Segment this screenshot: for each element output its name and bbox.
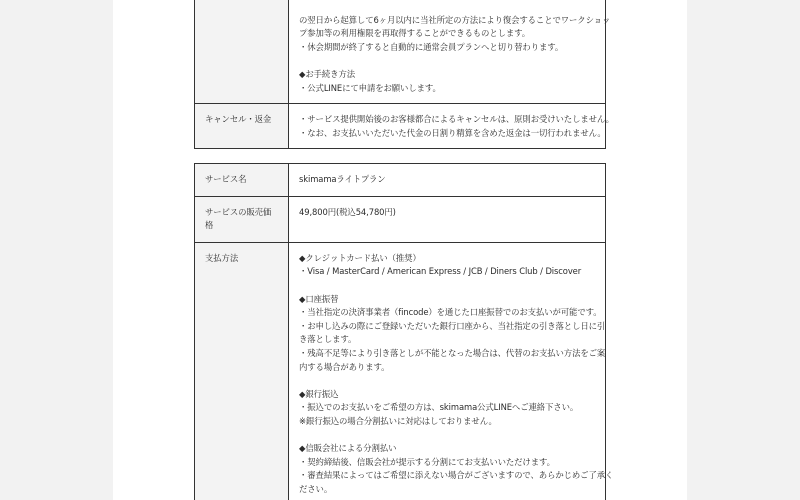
text-line: ・残高不足等により引き落としが不能となった場合は、代替のお支払い方法をご案 [299, 347, 606, 358]
table-row [195, 196, 606, 242]
table-row [195, 104, 606, 149]
text-line: ・当社指定の決済事業者（fincode）を通じた口座振替でのお支払いが可能です。 [299, 307, 602, 318]
text-line: ・お申し込みの際にご登録いただいた銀行口座から、当社指定の引き落とし日に引 [299, 320, 606, 331]
content-page [113, 0, 687, 500]
text-line: ・なお、お支払いいただいた代金の日割り精算を含めた返金は一切行われません。 [299, 127, 606, 138]
row-value [289, 104, 614, 149]
text-line: ださい。 [299, 483, 333, 494]
blank-line [299, 54, 597, 68]
row-label [195, 0, 289, 104]
text-line: き落とします。 [299, 334, 357, 345]
table-row [195, 242, 606, 500]
table-row [195, 164, 606, 197]
payment-label: 支払方法 [195, 242, 289, 500]
text-line: ◆信販会社による分割払い [299, 443, 397, 454]
text-line: ◆口座振替 [299, 293, 339, 304]
blank-line [299, 374, 597, 388]
text-line: ・振込でのお支払いをご希望の方は、skimama公式LINEへご連絡下さい。 [299, 402, 579, 413]
row-value [289, 0, 611, 104]
table-row [195, 0, 606, 104]
payment-value [289, 242, 614, 500]
price-label: サービスの販売価格 [195, 196, 289, 242]
text-line: プ参加等の利用権限を再取得することができるものとします。 [299, 28, 531, 39]
text-line: ◆お手続き方法 [299, 68, 355, 79]
text-line: ・休会期間が終了すると自動的に通常会員プランへと切り替わります。 [299, 41, 564, 52]
text-line: ・サービス提供開始後のお客様都合によるキャンセルは、原則お受けいたしません。 [299, 114, 614, 125]
blank-line [299, 429, 597, 443]
service-name-value: skimamaライトプラン [289, 164, 606, 197]
terms-table-bottom [194, 163, 614, 500]
price-value: 49,800円(税込54,780円) [289, 196, 606, 242]
service-name-label: サービス名 [195, 164, 289, 197]
text-line: 内する場合があります。 [299, 361, 390, 372]
row-label: キャンセル・返金 [195, 104, 289, 149]
text-line: ・公式LINEにて申請をお願いします。 [299, 82, 441, 93]
text-line: ・審査結果によってはご希望に添えない場合がございますので、あらかじめご了承く [299, 470, 614, 481]
text-line: ◆銀行振込 [299, 388, 339, 399]
text-line: の翌日から起算して6ヶ月以内に当社所定の方法により復会することでワークショッ [299, 14, 611, 25]
text-line: ※銀行振込の場合分割払いに対応はしておりません。 [299, 415, 497, 426]
text-line: ◆クレジットカード払い（推奨） [299, 252, 421, 263]
text-line: ・契約締結後、信販会社が提示する分割にてお支払いいただけます。 [299, 456, 555, 467]
terms-table-top [194, 0, 614, 149]
blank-line [299, 279, 597, 293]
text-line: ・Visa / MasterCard / American Express / JCB / Diners Club / Discover [299, 266, 582, 277]
